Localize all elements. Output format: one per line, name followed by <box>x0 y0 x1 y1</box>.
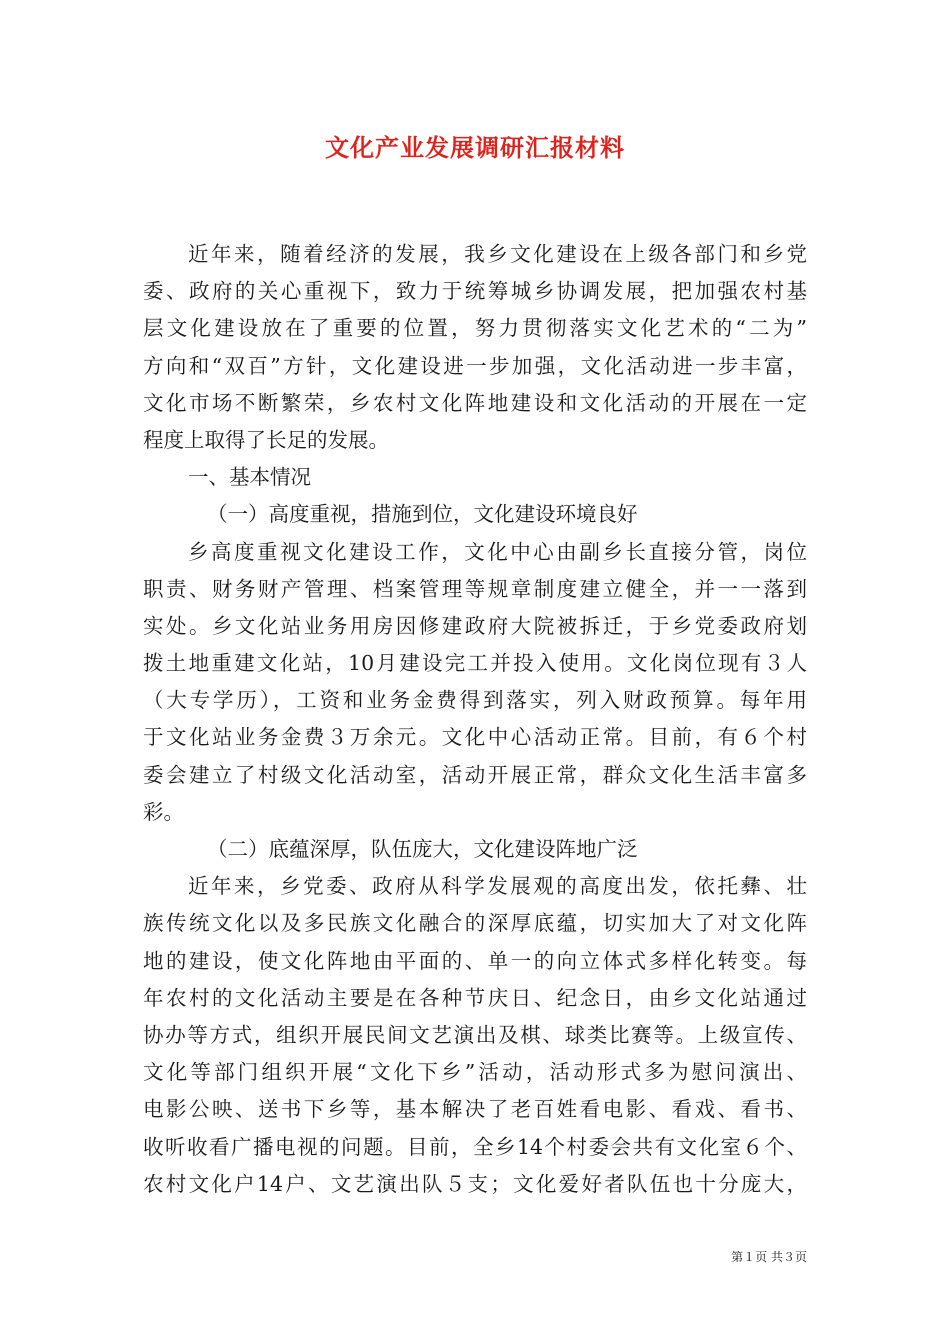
document-title: 文化产业发展调研汇报材料 <box>325 133 625 162</box>
paragraph-line: 文化等部门组织开展“文化下乡”活动，活动形式多为慰问演出、 <box>143 1060 807 1085</box>
paragraph-line: 乡高度重视文化建设工作，文化中心由副乡长直接分管，岗位 <box>188 539 807 564</box>
paragraph-line: 彩。 <box>143 799 184 824</box>
paragraph-line: 拨土地重建文化站，10月建设完工并投入使用。文化岗位现有３人 <box>143 651 807 676</box>
paragraph-line: 电影公映、送书下乡等，基本解决了老百姓看电影、看戏、看书、 <box>143 1097 807 1122</box>
paragraph-line: 实处。乡文化站业务用房因修建政府大院被拆迁，于乡党委政府划 <box>143 613 807 638</box>
subsection-heading: （一）高度重视，措施到位，文化建设环境良好 <box>207 502 638 527</box>
paragraph-line: （大专学历），工资和业务金费得到落实，列入财政预算。每年用 <box>143 688 807 713</box>
paragraph-line: 农村文化户14户、文艺演出队５支；文化爱好者队伍也十分庞大， <box>143 1171 807 1196</box>
paragraph-line: 年农村的文化活动主要是在各种节庆日、纪念日，由乡文化站通过 <box>143 985 807 1010</box>
section-heading: 一、基本情况 <box>188 465 311 490</box>
paragraph-line: 协办等方式，组织开展民间文艺演出及棋、球类比赛等。上级宣传、 <box>143 1022 807 1047</box>
paragraph-line: 族传统文化以及多民族文化融合的深厚底蕴，切实加大了对文化阵 <box>143 911 807 936</box>
paragraph-line: 委会建立了村级文化活动室，活动开展正常，群众文化生活丰富多 <box>143 762 807 787</box>
paragraph-line: 文化市场不断繁荣，乡农村文化阵地建设和文化活动的开展在一定 <box>143 390 807 415</box>
paragraph-line: 层文化建设放在了重要的位置，努力贯彻落实文化艺术的“二为” <box>143 316 807 341</box>
paragraph-line: 职责、财务财产管理、档案管理等规章制度建立健全，并一一落到 <box>143 576 807 601</box>
paragraph-line: 程度上取得了长足的发展。 <box>143 427 389 452</box>
paragraph-line: 地的建设，使文化阵地由平面的、单一的向立体式多样化转变。每 <box>143 948 807 973</box>
paragraph-line: 方向和“双百”方针，文化建设进一步加强，文化活动进一步丰富， <box>143 353 807 378</box>
page-number: 第１页 共３页 <box>731 1250 807 1264</box>
subsection-heading: （二）底蕴深厚，队伍庞大，文化建设阵地广泛 <box>207 837 638 861</box>
paragraph-line: 近年来，乡党委、政府从科学发展观的高度出发，依托彝、壮 <box>188 874 807 899</box>
paragraph-line: 委、政府的关心重视下，致力于统筹城乡协调发展，把加强农村基 <box>143 279 807 304</box>
paragraph-line: 近年来，随着经济的发展，我乡文化建设在上级各部门和乡党 <box>188 242 807 266</box>
document-body <box>143 236 807 1203</box>
paragraph-line: 于文化站业务金费３万余元。文化中心活动正常。目前，有６个村 <box>143 725 807 750</box>
paragraph-line: 收听收看广播电视的问题。目前，全乡14个村委会共有文化室６个、 <box>143 1134 807 1159</box>
